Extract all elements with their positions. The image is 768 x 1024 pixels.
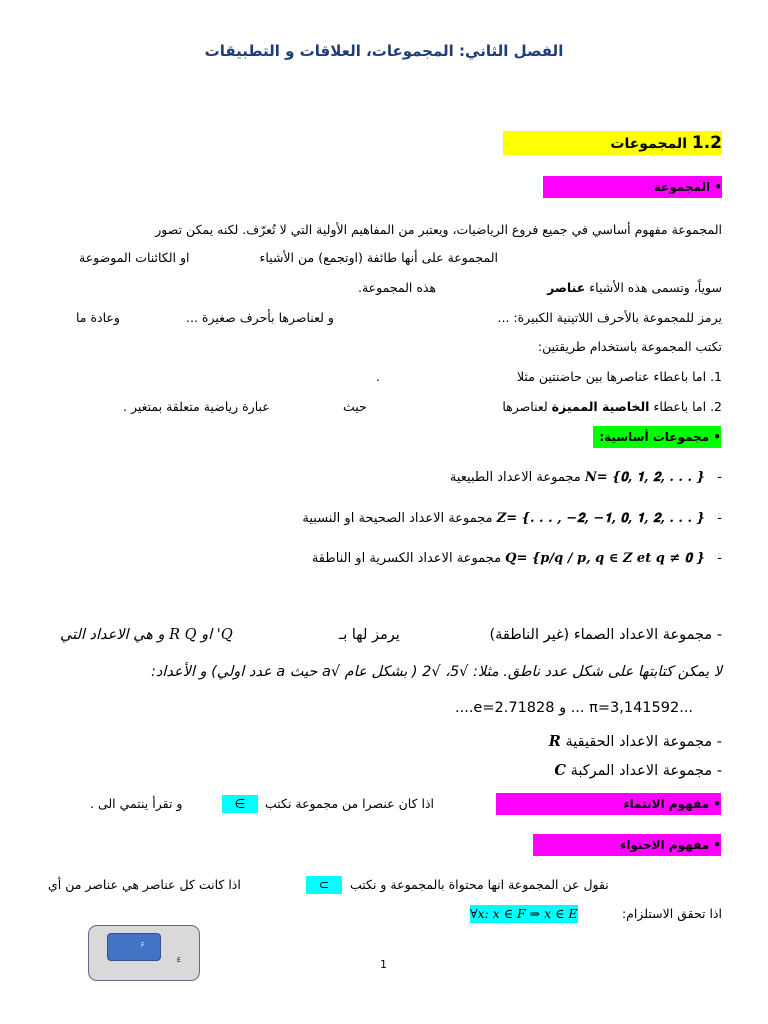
- intro-line-5: تكتب المجموعة باستخدام طريقتين:: [537, 339, 722, 354]
- intro-line-3-bold: عناصر: [547, 280, 586, 295]
- intro-line-4a: يرمز للمجموعة بالأحرف اللاتينية الكبيرة: ...: [497, 310, 722, 325]
- irrational-line-3: ....e=2.71828 و ... π=3,141592...: [455, 700, 694, 716]
- irrational-label: مجموعة الاعداد الصماء (غير الناطقة): [489, 627, 713, 643]
- intro-item-2d: عبارة رياضية متعلقة بمتغير .: [123, 399, 270, 414]
- complex-numbers-line: - مجموعة الاعداد المركبة 𝑪: [554, 762, 722, 779]
- complex-label: مجموعة الاعداد المركبة: [570, 763, 713, 779]
- intro-item-2b: لعناصرها: [502, 399, 548, 414]
- basic-sets-heading-label: مجموعات أساسية:: [599, 430, 710, 444]
- intro-item-2-bold: الخاصية المميزة: [551, 399, 650, 414]
- intro-item-1: 1. اما باعطاء عناصرها بين حاضنتين مثلا: [516, 369, 722, 384]
- integer-label: مجموعة الاعداد الصحيحة او النسبية: [302, 511, 493, 526]
- real-label: مجموعة الاعداد الحقيقية: [565, 734, 713, 750]
- membership-label: مفهوم الانتماء: [623, 797, 710, 811]
- rational-label: مجموعة الاعداد الكسرية او الناطقة: [311, 551, 502, 566]
- natural-symbol: 𝑵: [584, 470, 597, 485]
- page-title: الفصل الثاني: المجموعات، العلاقات و التطبيقات: [204, 42, 564, 60]
- irrational-line-2: لا يمكن كتابتها على شكل عدد ناطق. مثلا: √5، √2 ( بشكل عام √a حيث a عدد اولي) و الأعداد:: [150, 664, 722, 680]
- intro-line-2b: او الكائنات الموضوعة: [79, 250, 190, 265]
- subsection-set-label: المجموعة: [653, 180, 711, 194]
- set-e-label: E: [177, 957, 181, 964]
- section-heading: [503, 131, 722, 155]
- membership-text-a: اذا كان عنصرا من مجموعة نكتب: [265, 796, 435, 811]
- irrational-symbol: Q' او R Q و هي الاعداد التي: [60, 627, 233, 643]
- inclusion-line-1b: اذا كانت كل عناصر هي عناصر من أي: [48, 877, 241, 892]
- basic-sets-heading: • مجموعات أساسية:: [593, 426, 721, 448]
- intro-line-3b: هذه المجموعة.: [358, 280, 437, 295]
- rational-symbol: 𝑸: [505, 551, 517, 566]
- inclusion-symbol: ⊂: [306, 876, 342, 894]
- rational-math: = {p/q / 𝒑, 𝒒 ∈ 𝒁 𝒆𝒕 𝒒 ≠ 𝟎 }: [516, 551, 705, 566]
- intro-line-3: [547, 279, 722, 297]
- intro-line-2a: المجموعة على أنها طائفة (اوتجمع) من الأشياء: [259, 250, 498, 265]
- intro-line-4b: و لعناصرها بأحرف صغيرة ...: [186, 310, 334, 325]
- set-f-box: [107, 933, 161, 961]
- real-numbers-line: - مجموعة الاعداد الحقيقية 𝑹: [548, 733, 722, 750]
- intro-item-2c: حيث: [343, 399, 367, 414]
- basic-set-natural: مجموعة الاعداد الطبيعية 𝑵= {𝟎, 𝟏, 𝟐, . . . } -: [449, 470, 722, 485]
- inclusion-line-2-text: اذا تحقق الاستلزام:: [621, 906, 722, 921]
- inclusion-line-2-math: ∀𝑥: 𝑥 ∈ 𝐹 ⇒ 𝑥 ∈ 𝐸: [470, 906, 578, 921]
- irrational-symbol-intro: يرمز لها بـ: [339, 627, 400, 643]
- intro-line-3a: سوياً، وتسمى هذه الأشياء: [589, 280, 722, 295]
- intro-item-2a: 2. اما باعطاء: [653, 399, 722, 414]
- integer-symbol: 𝒁: [496, 511, 507, 526]
- inclusion-line-1a: نقول عن المجموعة انها محتواة بالمجموعة و نكتب: [350, 877, 609, 892]
- section-label: المجموعات: [610, 136, 687, 152]
- irrational-line-1: - مجموعة الاعداد الصماء (غير الناطقة): [489, 627, 722, 643]
- inclusion-label: مفهوم الاحتواء: [620, 838, 710, 852]
- membership-heading: • مفهوم الانتماء: [496, 793, 721, 815]
- inclusion-diagram: [88, 925, 200, 981]
- page-number: 1: [380, 958, 387, 971]
- set-f-label: F: [141, 942, 145, 949]
- membership-text-b: و تقرأ ينتمي الى .: [90, 796, 183, 811]
- intro-item-1-dot: .: [376, 369, 380, 384]
- basic-set-rational: مجموعة الاعداد الكسرية او الناطقة 𝑸= {p/q / 𝒑, 𝒒 ∈ 𝒁 𝒆𝒕 𝒒 ≠ 𝟎 } -: [311, 551, 722, 566]
- subsection-set-heading: • المجموعة: [543, 176, 722, 198]
- intro-line-4c: وعادة ما: [76, 310, 120, 325]
- membership-symbol: ∈: [222, 795, 258, 813]
- section-number: 1.2: [691, 133, 722, 153]
- natural-math: = {𝟎, 𝟏, 𝟐, . . . }: [596, 470, 705, 485]
- intro-item-2: [502, 398, 722, 416]
- inclusion-heading: • مفهوم الاحتواء: [533, 834, 721, 856]
- integer-math: = {. . . , −𝟐, −𝟏, 𝟎, 𝟏, 𝟐, . . . }: [506, 511, 705, 526]
- basic-set-integer: مجموعة الاعداد الصحيحة او النسبية 𝒁= {. . . , −𝟐, −𝟏, 𝟎, 𝟏, 𝟐, . . . } -: [302, 511, 722, 526]
- intro-line-1: المجموعة مفهوم أساسي في جميع فروع الرياضيات، ويعتبر من المفاهيم الأولية التي لا تُعرّف. لكنه يمكن تصور: [155, 222, 722, 237]
- natural-label: مجموعة الاعداد الطبيعية: [449, 470, 581, 485]
